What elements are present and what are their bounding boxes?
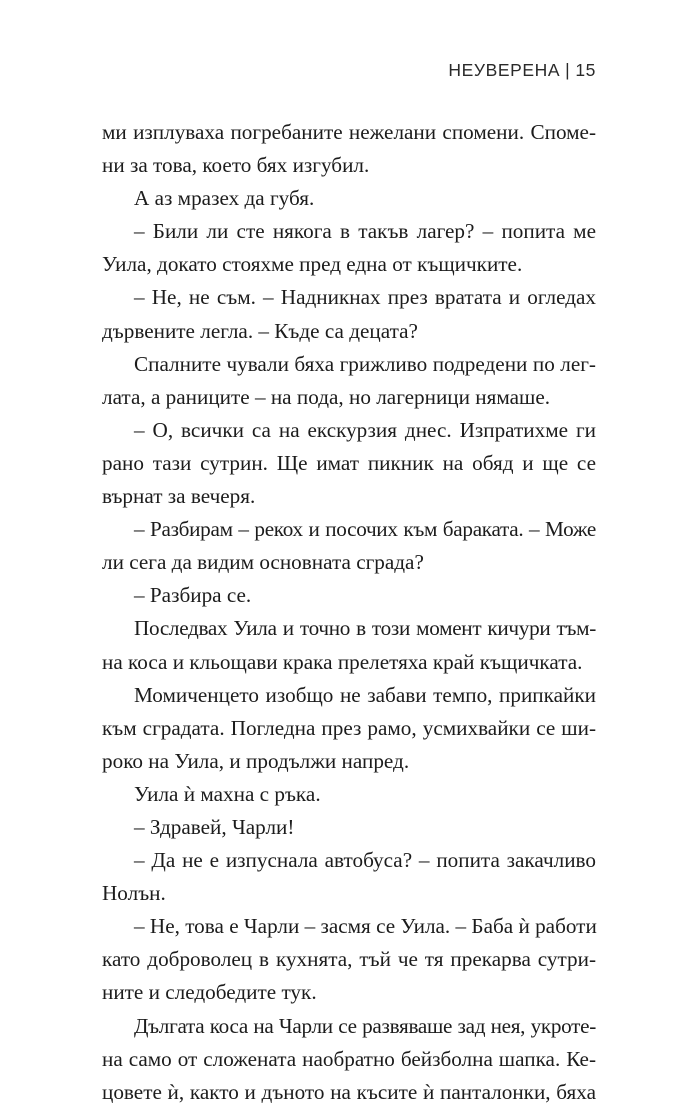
text-line: цовете ѝ, както и дъното на късите ѝ панталонки, бяха xyxy=(102,1079,596,1104)
running-head xyxy=(448,60,596,81)
text-line: – Не, това е Чарли – засмя се Уила. – Баба ѝ работи xyxy=(134,914,597,939)
text-line: Уила, докато стояхме пред една от къщичките. xyxy=(102,252,523,277)
text-line: ни за това, което бях изгубил. xyxy=(102,153,370,178)
text-line: на коса и кльощави крака прелетяха край къщичката. xyxy=(102,649,583,674)
text-line: – Здравей, Чарли! xyxy=(134,814,295,839)
text-line: А аз мразех да губя. xyxy=(134,186,315,211)
text-line: – Да не е изпуснала автобуса? – попита закачливо xyxy=(134,848,596,873)
text-line: Уила ѝ махна с ръка. xyxy=(134,781,321,806)
text-line: Момиченцето изобщо не забави темпо, припкайки xyxy=(134,682,596,707)
text-line: – Били ли сте някога в такъв лагер? – попита ме xyxy=(134,219,596,244)
text-line: дървените легла. – Къде са децата? xyxy=(102,318,418,343)
header-separator: | xyxy=(565,60,571,80)
body-text xyxy=(102,116,596,1109)
text-line: – Разбира се. xyxy=(134,583,252,608)
text-line: Нолън. xyxy=(102,881,166,906)
text-line: Последвах Уила и точно в този момент кичури тъм- xyxy=(134,616,596,641)
text-line: – Не, не съм. – Надникнах през вратата и огледах xyxy=(134,285,596,310)
page-number: 15 xyxy=(575,60,596,80)
text-line: роко на Уила, и продължи напред. xyxy=(102,748,410,773)
text-line: ните и следобедите тук. xyxy=(102,980,317,1005)
text-line: ми изплуваха погребаните нежелани спомени. Споме- xyxy=(102,120,596,144)
text-line: рано тази сутрин. Ще имат пикник на обяд и ще се xyxy=(102,450,596,475)
text-line: към сградата. Погледна през рамо, усмихвайки се ши- xyxy=(102,715,596,740)
text-line: Дългата коса на Чарли се развяваше зад нея, укроте- xyxy=(134,1013,596,1038)
text-line: Спалните чували бяха грижливо подредени по лег- xyxy=(134,351,596,376)
text-line: като доброволец в кухнята, тъй че тя прекарва сутри- xyxy=(102,947,596,972)
text-line: – О, всички са на екскурзия днес. Изпратихме ги xyxy=(134,417,596,442)
text-line: на само от сложената наобратно бейзболна шапка. Ке- xyxy=(102,1046,596,1071)
text-line: върнат за вечеря. xyxy=(102,484,256,509)
text-line: лата, а раниците – на пода, но лагерници нямаше. xyxy=(102,384,551,409)
text-line: ли сега да видим основната сграда? xyxy=(102,550,424,575)
chapter-title: НЕУВЕРЕНА xyxy=(448,60,561,80)
text-line: – Разбирам – рекох и посочих към бараката. – Може xyxy=(134,517,596,542)
